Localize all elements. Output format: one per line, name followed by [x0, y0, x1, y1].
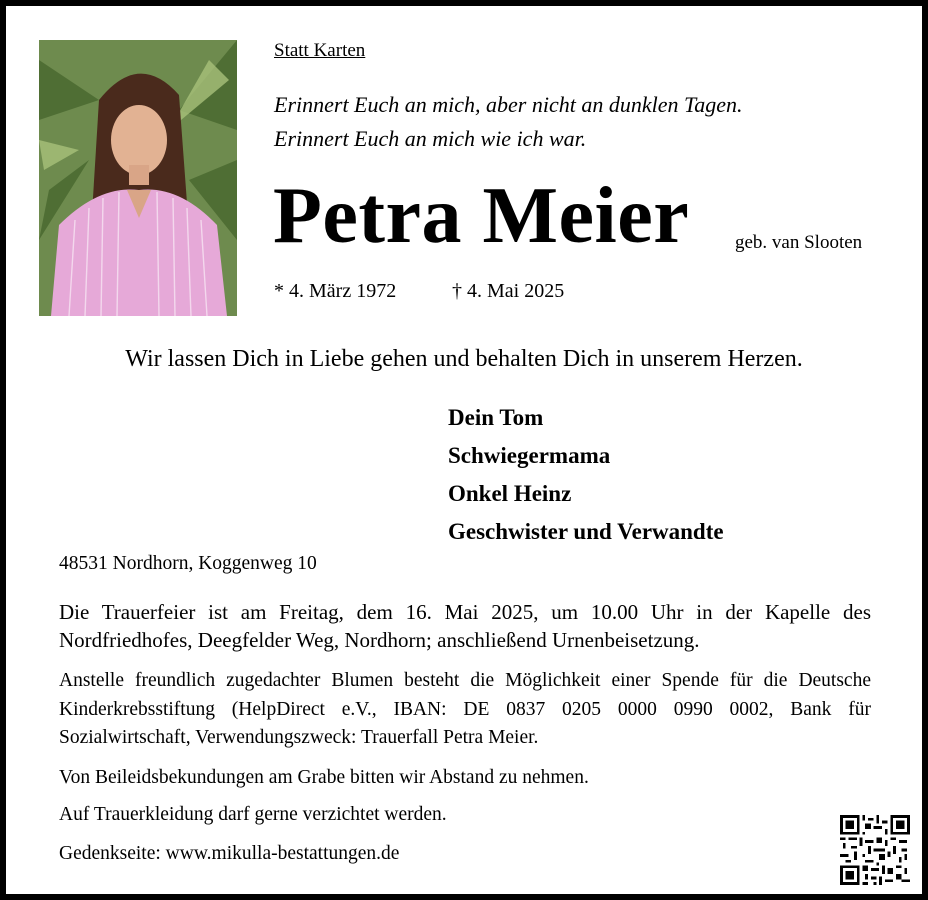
quote-line-2: Erinnert Euch an mich wie ich war. [274, 126, 587, 151]
attire-note: Auf Trauerkleidung darf gerne verzichtet werden. [59, 804, 447, 825]
qr-code-icon[interactable] [840, 815, 910, 885]
mourner-item: Schwiegermama [448, 443, 611, 468]
donation-text: Anstelle freundlich zugedachter Blumen besteht die Möglichkeit einer Spende für die Deutsche Kinderkrebsstiftung (HelpDirect e.V., IBAN: DE 0837 0205 0000 0990 0002, Bank für Sozialwirtschaft, Verwendungszweck: Trauerfall Petra Meier. [59, 670, 871, 748]
birth-date: * 4. März 1972 [274, 280, 397, 302]
memorial-page-link[interactable]: Gedenkseite: www.mikulla-bestattungen.de [59, 843, 400, 864]
mourner-item: Dein Tom [448, 405, 544, 430]
death-date: † 4. Mai 2025 [452, 280, 565, 302]
mourner-item: Onkel Heinz [448, 481, 572, 506]
condolence-note: Von Beileidsbekundungen am Grabe bitten wir Abstand zu nehmen. [59, 767, 589, 788]
mourner-item: Geschwister und Verwandte [448, 519, 724, 544]
portrait-photo [39, 40, 237, 316]
birth-name: geb. van Slooten [735, 232, 863, 253]
deceased-name: Petra Meier [273, 172, 690, 260]
motto-text: Wir lassen Dich in Liebe gehen und behalten Dich in unserem Herzen. [125, 346, 803, 372]
family-address: 48531 Nordhorn, Koggenweg 10 [59, 553, 317, 574]
quote-line-1: Erinnert Euch an mich, aber nicht an dunklen Tagen. [274, 92, 743, 117]
statt-karten-label: Statt Karten [274, 40, 366, 61]
funeral-service-text: Die Trauerfeier ist am Freitag, dem 16. Mai 2025, um 10.00 Uhr in der Kapelle des Nordfriedhofes, Deegfelder Weg, Nordhorn; anschließend Urnenbeisetzung. [59, 600, 871, 652]
